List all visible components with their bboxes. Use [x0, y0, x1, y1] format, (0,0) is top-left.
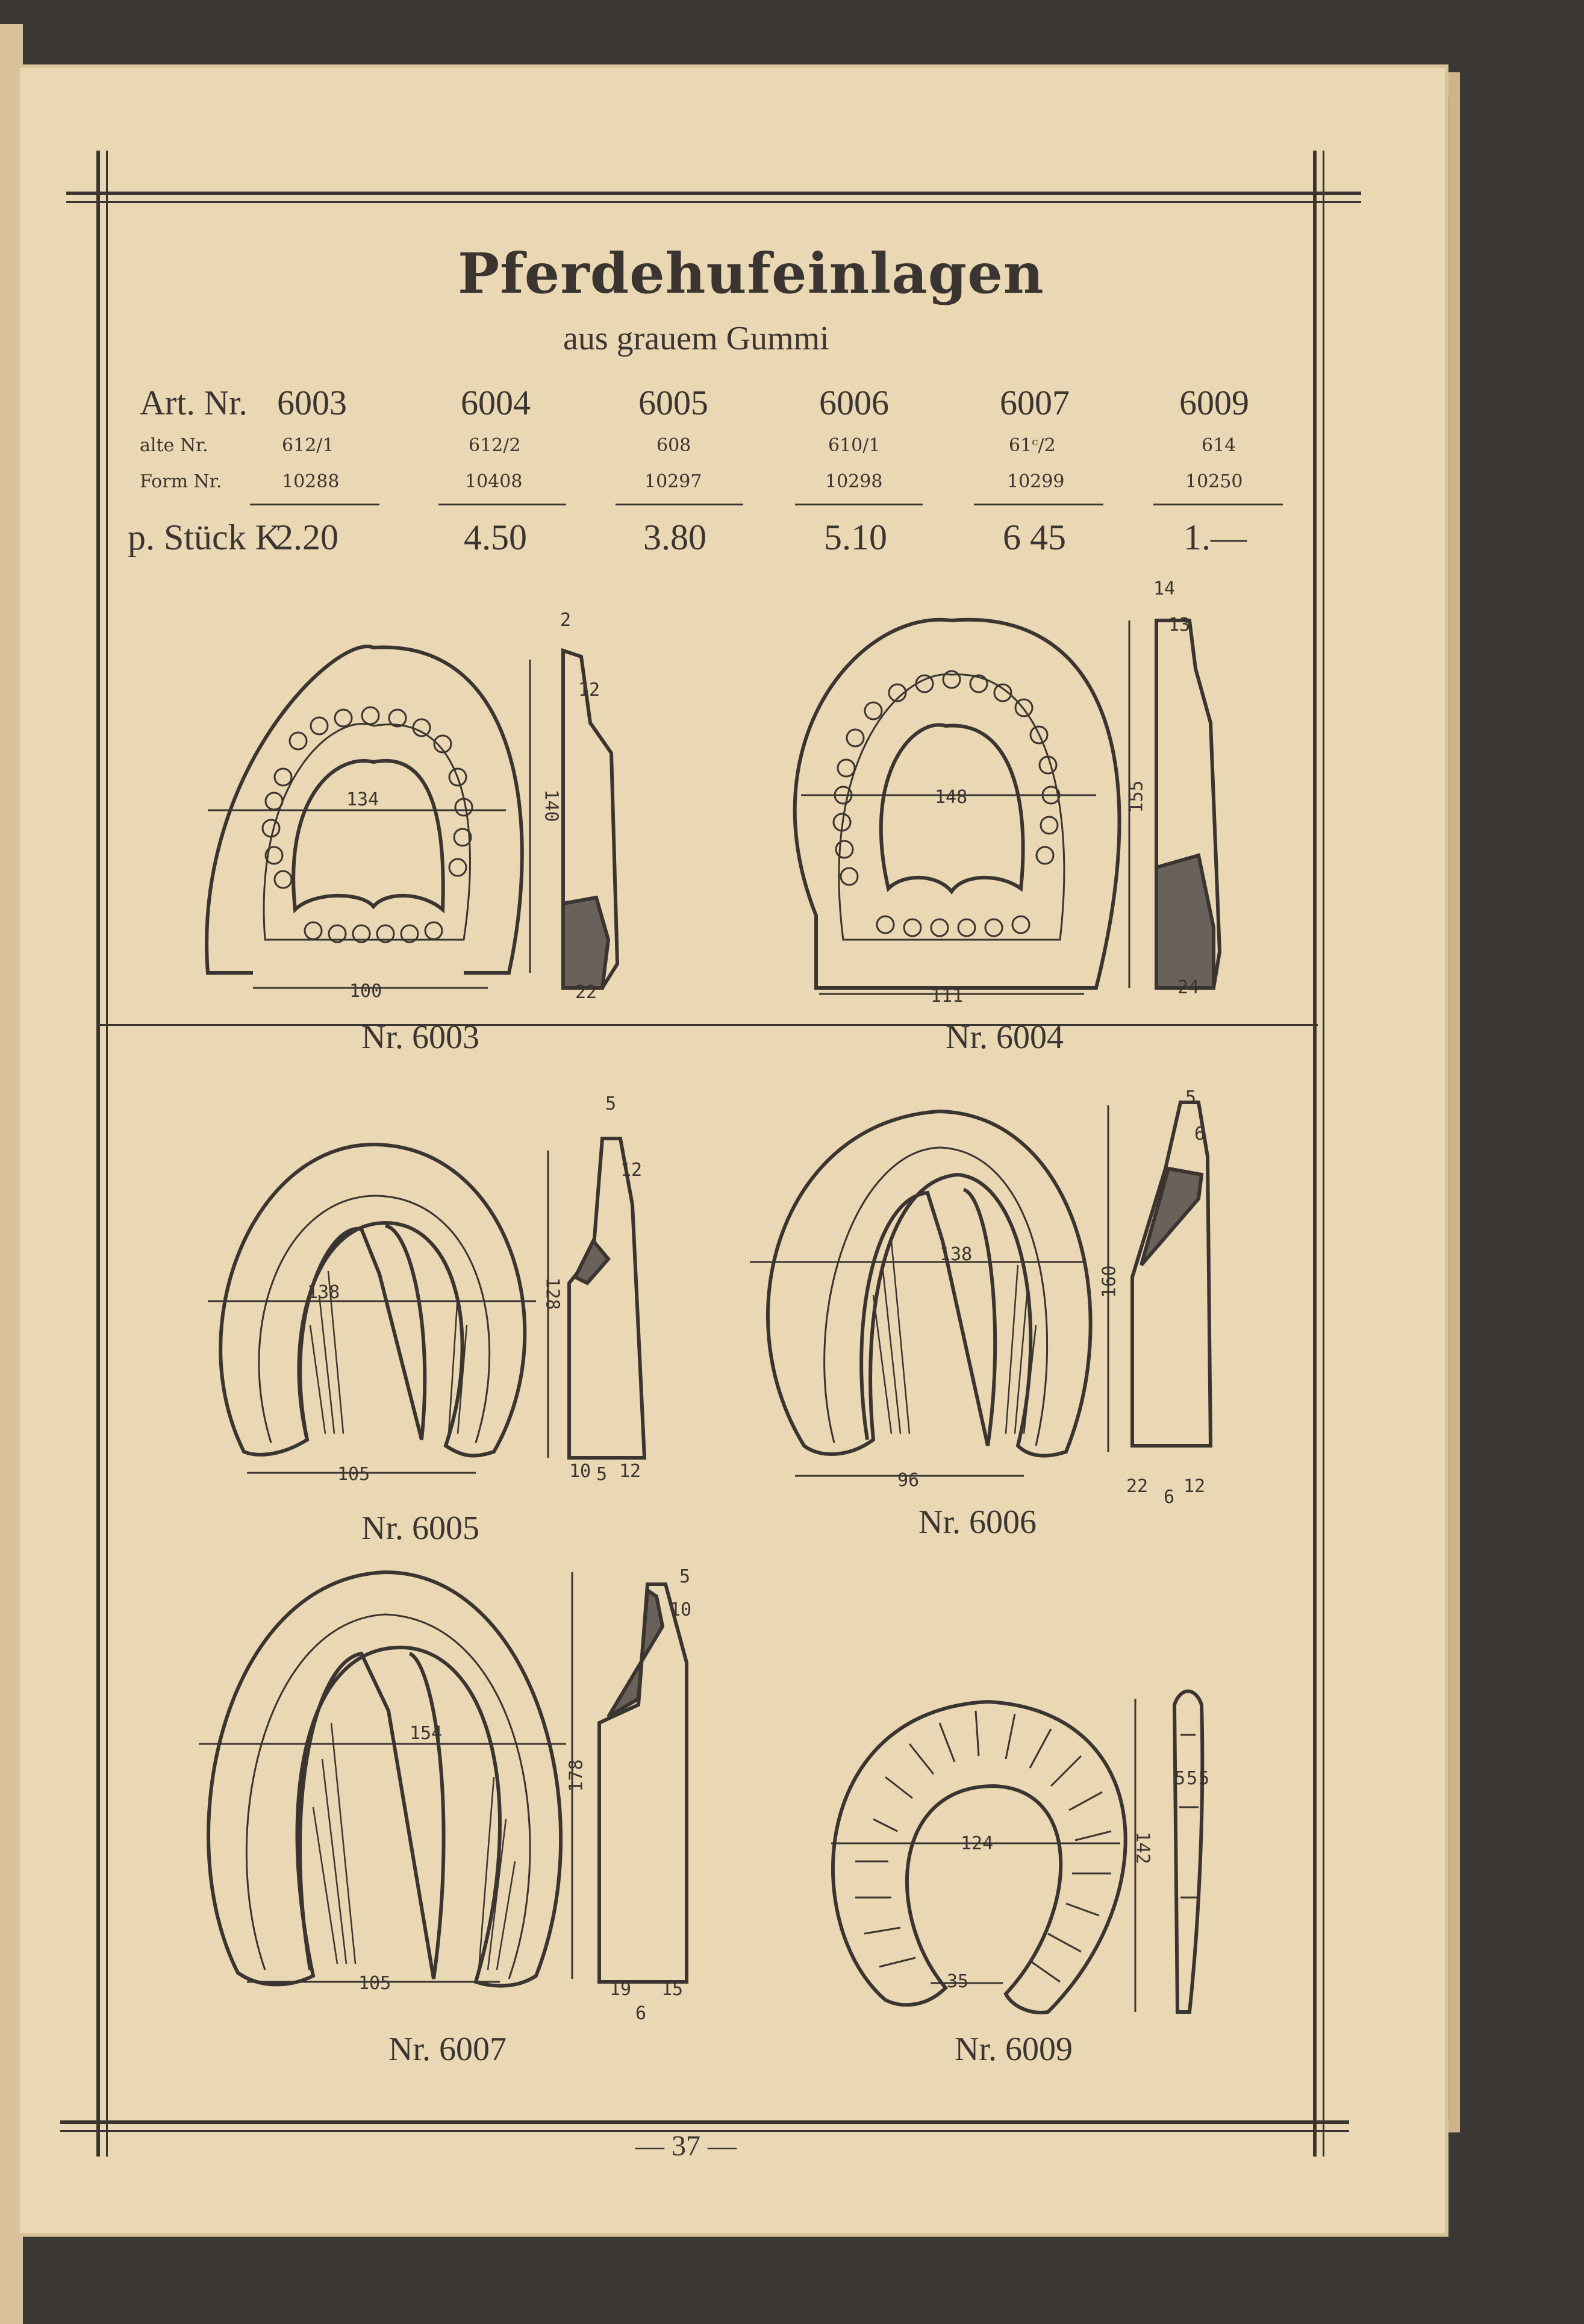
horseshoe-6003-drawing — [193, 602, 650, 1024]
base-dimension: 96 — [897, 1470, 920, 1491]
figure-caption: Nr. 6006 — [918, 1504, 1037, 1541]
base-dimension: 105 — [358, 1973, 391, 1994]
side-dimension: 14 — [1153, 578, 1176, 599]
price-value: 4.50 — [464, 517, 527, 557]
art-nr-label: Art. Nr. — [140, 383, 248, 422]
frame-right-rule-thin — [1323, 151, 1324, 2157]
side-dimension: 19 — [610, 1979, 632, 2000]
base-dimension: 105 — [337, 1464, 370, 1485]
art-number: 6007 — [1000, 383, 1070, 422]
frame-right-rule — [1313, 151, 1317, 2157]
alt-number: 612/1 — [282, 435, 334, 456]
horseshoe-6009-drawing — [819, 1681, 1229, 2024]
price-label: p. Stück K — [128, 517, 281, 557]
form-number: 10250 — [1185, 471, 1243, 492]
figure-caption: Nr. 6004 — [946, 1019, 1064, 1056]
form-number: 10299 — [1007, 471, 1065, 492]
column-rule — [250, 504, 379, 505]
side-dimension: 24 — [1177, 977, 1200, 998]
side-dimension: 12 — [620, 1160, 643, 1181]
price-value: 3.80 — [643, 517, 706, 557]
page-number: — 37 — — [635, 2130, 737, 2162]
form-number: 10288 — [282, 471, 340, 492]
alt-number: 608 — [656, 435, 691, 456]
side-dimension: 5 — [1186, 1768, 1198, 1789]
figure-caption: Nr. 6009 — [955, 2031, 1073, 2068]
horseshoe-6004-drawing — [771, 578, 1253, 1024]
side-dimension: 2 — [560, 610, 572, 631]
height-dimension: 178 — [566, 1759, 587, 1792]
width-dimension: 138 — [940, 1244, 973, 1265]
side-dimension: 6 — [1194, 1123, 1206, 1145]
side-dimension: 12 — [1183, 1476, 1206, 1497]
alt-number: 614 — [1202, 435, 1236, 456]
height-dimension: 160 — [1099, 1265, 1120, 1298]
height-dimension: 155 — [1126, 780, 1147, 813]
height-dimension: 140 — [540, 789, 562, 822]
width-dimension: 138 — [307, 1282, 340, 1303]
art-number: 6003 — [277, 383, 347, 422]
alt-number: 61ᶜ/2 — [1009, 435, 1056, 456]
side-dimension: 5 — [1185, 1087, 1197, 1108]
price-value: 5.10 — [824, 517, 887, 557]
frame-top-rule — [66, 192, 1361, 195]
frame-mid-rule — [98, 1024, 1318, 1026]
side-dimension: 6 — [635, 2003, 647, 2024]
column-rule — [438, 504, 566, 505]
figure-caption: Nr. 6005 — [361, 1510, 479, 1547]
base-dimension: 111 — [931, 986, 964, 1007]
figure-caption: Nr. 6003 — [361, 1019, 479, 1056]
alt-number: 612/2 — [469, 435, 521, 456]
price-value: 2.20 — [275, 517, 338, 557]
art-number: 6004 — [461, 383, 531, 422]
form-number: 10297 — [644, 471, 702, 492]
side-dimension: 22 — [575, 982, 597, 1003]
column-rule — [616, 504, 743, 505]
side-dimension: 13 — [1168, 614, 1191, 636]
side-dimension: 15 — [661, 1979, 684, 2000]
price-value: 1.— — [1183, 517, 1247, 557]
form-number: 10408 — [465, 471, 523, 492]
page-title: Pferdehufeinlagen — [458, 241, 1044, 306]
art-number: 6006 — [819, 383, 889, 422]
horseshoe-6005-drawing — [193, 1090, 675, 1524]
side-dimension: 6 — [1164, 1487, 1175, 1508]
side-dimension: 12 — [578, 679, 600, 701]
side-dimension: 5 — [605, 1093, 617, 1114]
base-dimension: 35 — [947, 1971, 969, 1992]
frame-left-rule-thin — [106, 151, 108, 2157]
height-dimension: 128 — [541, 1277, 563, 1310]
art-number: 6009 — [1179, 383, 1249, 422]
base-dimension: 100 — [349, 981, 382, 1002]
side-dimension: 5 — [1199, 1768, 1210, 1789]
side-dimension: 5 — [1174, 1768, 1186, 1789]
page-subtitle: aus grauem Gummi — [563, 320, 829, 357]
side-dimension: 12 — [619, 1461, 641, 1482]
column-rule — [1153, 504, 1283, 505]
side-dimension: 5 — [679, 1566, 691, 1587]
alt-nr-label: alte Nr. — [140, 435, 208, 456]
height-dimension: 142 — [1132, 1831, 1153, 1864]
horseshoe-6007-drawing — [187, 1560, 717, 2042]
horseshoe-6006-drawing — [741, 1084, 1235, 1512]
column-rule — [795, 504, 923, 505]
side-dimension: 5 — [596, 1464, 608, 1485]
frame-top-rule-thin — [66, 201, 1361, 203]
form-number: 10298 — [825, 471, 883, 492]
art-number: 6005 — [638, 383, 708, 422]
figure-caption: Nr. 6007 — [388, 2031, 507, 2068]
side-dimension: 10 — [670, 1599, 692, 1620]
side-dimension: 10 — [569, 1461, 591, 1482]
column-rule — [974, 504, 1103, 505]
alt-number: 610/1 — [828, 435, 881, 456]
frame-bottom-rule — [60, 2120, 1349, 2124]
width-dimension: 154 — [410, 1723, 443, 1744]
price-value: 6 45 — [1003, 517, 1066, 557]
side-dimension: 22 — [1126, 1476, 1149, 1497]
width-dimension: 148 — [935, 787, 968, 808]
width-dimension: 134 — [346, 789, 379, 810]
width-dimension: 124 — [961, 1833, 994, 1854]
form-nr-label: Form Nr. — [140, 471, 222, 492]
frame-left-rule — [96, 151, 100, 2157]
